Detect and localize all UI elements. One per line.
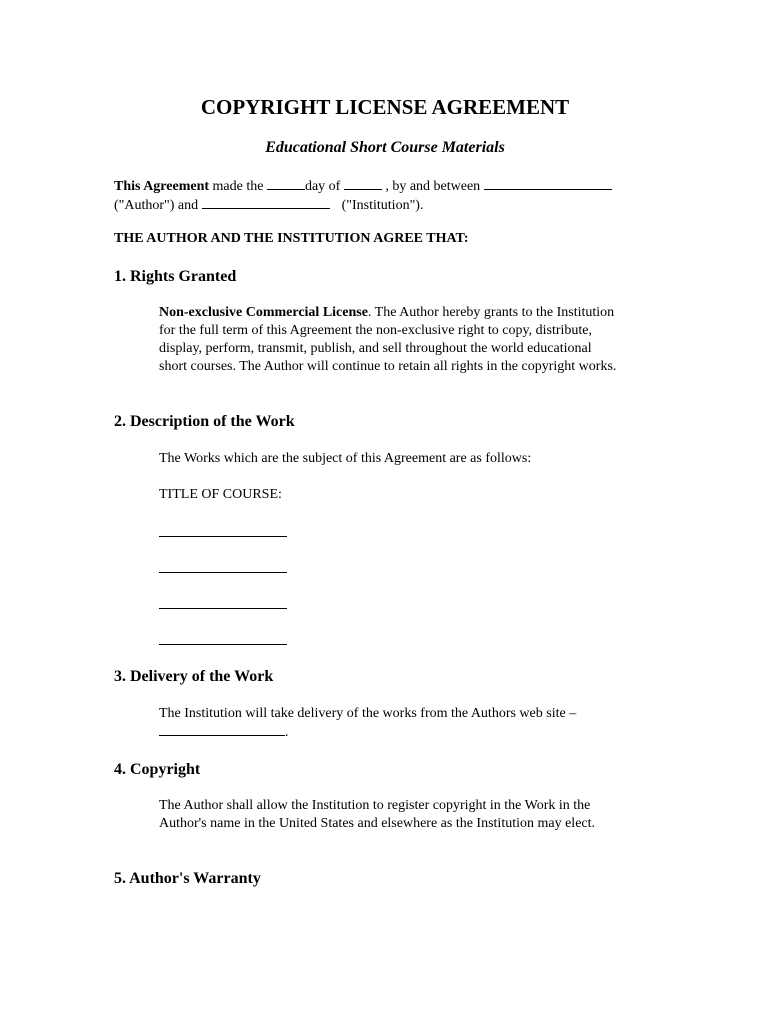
day-blank — [267, 177, 305, 190]
intro-text-3: , by and between — [381, 179, 484, 194]
license-text: . The Author hereby grants to the Institution for the full term of this Agreement the non-exclusive right to copy, distribute, display, perform, transmit, publish, and sell throughout the world educational short courses. The Author will continue to retain all rights in the copyright works. — [159, 305, 617, 374]
agree-heading: THE AUTHOR AND THE INSTITUTION AGREE THAT: — [114, 231, 469, 246]
institution-name-blank — [202, 196, 330, 209]
course-title-blank-1 — [159, 536, 287, 537]
course-title-label: TITLE OF COURSE: — [159, 487, 282, 502]
delivery-trail: . — [285, 725, 289, 740]
section-body-rights — [159, 304, 619, 376]
document-title: COPYRIGHT LICENSE AGREEMENT — [200, 95, 570, 119]
intro-text-5: ("Institution"). — [341, 198, 424, 213]
section-body-description: The Works which are the subject of this Agreement are as follows: — [159, 451, 532, 466]
document-subtitle: Educational Short Course Materials — [265, 139, 505, 156]
intro-text-1: made the — [209, 179, 267, 194]
section-heading-rights: 1. Rights Granted — [114, 268, 237, 285]
section-heading-warranty: 5. Author's Warranty — [114, 870, 261, 887]
section-heading-copyright: 4. Copyright — [114, 761, 201, 778]
course-title-blank-2 — [159, 572, 287, 573]
section-heading-delivery: 3. Delivery of the Work — [114, 668, 274, 685]
intro-lead: This Agreement — [114, 179, 210, 194]
intro-text-2: day of — [304, 179, 344, 194]
course-title-blank-4 — [159, 644, 287, 645]
web-site-blank — [159, 723, 285, 736]
month-blank — [344, 177, 382, 190]
section-body-delivery — [159, 705, 619, 742]
agreement-intro — [114, 177, 674, 215]
intro-text-4: ("Author") and — [114, 198, 202, 213]
delivery-text: The Institution will take delivery of the works from the Authors web site – — [159, 706, 577, 721]
author-name-blank — [484, 177, 612, 190]
section-heading-description: 2. Description of the Work — [114, 413, 295, 430]
section-body-copyright: The Author shall allow the Institution to register copyright in the Work in the Author's name in the United States and elsewhere as the Institution may elect. — [159, 798, 596, 831]
license-lead: Non-exclusive Commercial License — [159, 305, 368, 320]
course-title-blank-3 — [159, 608, 287, 609]
